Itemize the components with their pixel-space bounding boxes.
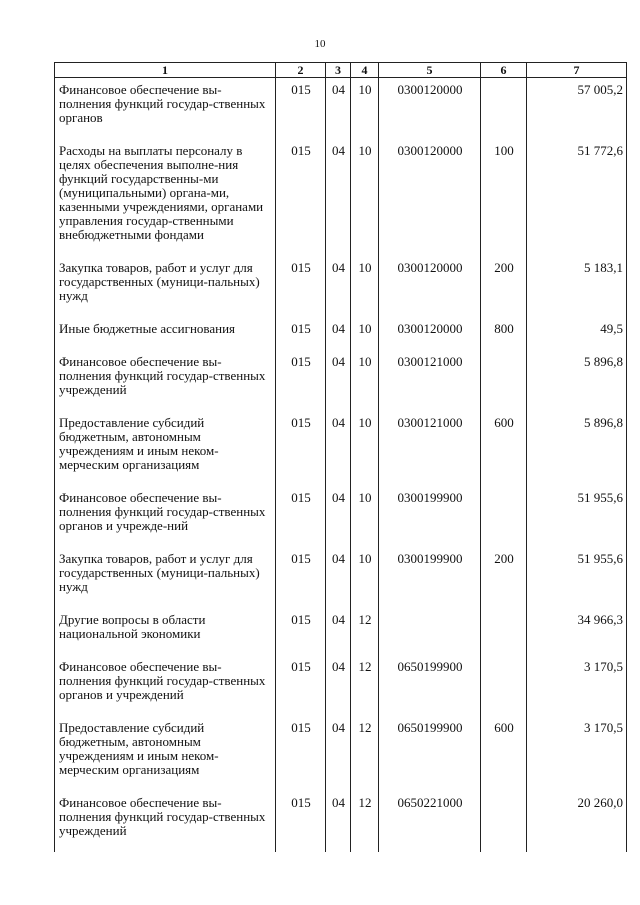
row-col-2: 015 bbox=[276, 139, 326, 256]
row-col-6 bbox=[481, 655, 527, 716]
header-row bbox=[55, 63, 627, 78]
row-col-2: 015 bbox=[276, 350, 326, 411]
row-col-5: 0650199900 bbox=[379, 655, 481, 716]
row-col-6 bbox=[481, 486, 527, 547]
row-amount: 5 896,8 bbox=[527, 411, 627, 486]
row-col-6 bbox=[481, 791, 527, 852]
header-col-5: 5 bbox=[379, 63, 481, 78]
row-col-2: 015 bbox=[276, 716, 326, 791]
row-amount: 51 955,6 bbox=[527, 486, 627, 547]
row-amount: 3 170,5 bbox=[527, 655, 627, 716]
row-col-4: 10 bbox=[351, 411, 379, 486]
row-col-6: 200 bbox=[481, 256, 527, 317]
row-col-2: 015 bbox=[276, 317, 326, 350]
table-row bbox=[55, 139, 627, 256]
row-col-6 bbox=[481, 608, 527, 655]
row-col-5 bbox=[379, 608, 481, 655]
row-col-2: 015 bbox=[276, 655, 326, 716]
row-col-3: 04 bbox=[326, 791, 351, 852]
row-col-3: 04 bbox=[326, 78, 351, 140]
row-col-3: 04 bbox=[326, 608, 351, 655]
row-amount: 51 955,6 bbox=[527, 547, 627, 608]
table-row bbox=[55, 716, 627, 791]
row-col-3: 04 bbox=[326, 139, 351, 256]
row-name: Расходы на выплаты персоналу в целях обеспечения выполне-ния функций государственны-ми (муниципальными) органа-ми, казенными учреждениями, органами управления государ-ственными внебюджетными фондами bbox=[55, 139, 276, 256]
row-col-5: 0300120000 bbox=[379, 78, 481, 140]
table-row bbox=[55, 486, 627, 547]
row-col-6 bbox=[481, 350, 527, 411]
row-col-2: 015 bbox=[276, 486, 326, 547]
row-col-4: 12 bbox=[351, 716, 379, 791]
row-col-2: 015 bbox=[276, 791, 326, 852]
table-row bbox=[55, 608, 627, 655]
row-col-4: 12 bbox=[351, 791, 379, 852]
table-row bbox=[55, 547, 627, 608]
row-amount: 49,5 bbox=[527, 317, 627, 350]
page-number: 10 bbox=[314, 38, 326, 50]
row-col-3: 04 bbox=[326, 411, 351, 486]
row-col-6: 600 bbox=[481, 716, 527, 791]
row-col-3: 04 bbox=[326, 350, 351, 411]
row-col-4: 10 bbox=[351, 317, 379, 350]
row-col-2: 015 bbox=[276, 608, 326, 655]
row-col-5: 0650221000 bbox=[379, 791, 481, 852]
row-col-5: 0650199900 bbox=[379, 716, 481, 791]
row-col-4: 10 bbox=[351, 256, 379, 317]
budget-table bbox=[54, 62, 627, 852]
row-col-3: 04 bbox=[326, 486, 351, 547]
row-col-4: 12 bbox=[351, 608, 379, 655]
row-col-6: 100 bbox=[481, 139, 527, 256]
table-row bbox=[55, 411, 627, 486]
row-name: Финансовое обеспечение вы-полнения функций государ-ственных органов bbox=[55, 78, 276, 140]
header-col-1: 1 bbox=[55, 63, 276, 78]
table-row bbox=[55, 655, 627, 716]
row-name: Иные бюджетные ассигнования bbox=[55, 317, 276, 350]
row-col-6 bbox=[481, 78, 527, 140]
row-name: Другие вопросы в области национальной экономики bbox=[55, 608, 276, 655]
row-col-2: 015 bbox=[276, 78, 326, 140]
row-col-4: 10 bbox=[351, 139, 379, 256]
row-col-4: 12 bbox=[351, 655, 379, 716]
row-col-3: 04 bbox=[326, 547, 351, 608]
row-col-5: 0300120000 bbox=[379, 256, 481, 317]
row-col-3: 04 bbox=[326, 256, 351, 317]
row-name: Закупка товаров, работ и услуг для государственных (муници-пальных) нужд bbox=[55, 547, 276, 608]
row-amount: 3 170,5 bbox=[527, 716, 627, 791]
row-col-6: 800 bbox=[481, 317, 527, 350]
row-name: Финансовое обеспечение вы-полнения функций государ-ственных органов и учрежде-ний bbox=[55, 486, 276, 547]
table-row bbox=[55, 350, 627, 411]
row-col-4: 10 bbox=[351, 350, 379, 411]
row-name: Предоставление субсидий бюджетным, автономным учреждениям и иным неком-мерческим организациям bbox=[55, 411, 276, 486]
row-name: Финансовое обеспечение вы-полнения функций государ-ственных органов и учреждений bbox=[55, 655, 276, 716]
header-col-7: 7 bbox=[527, 63, 627, 78]
row-col-3: 04 bbox=[326, 716, 351, 791]
row-col-3: 04 bbox=[326, 655, 351, 716]
table-row bbox=[55, 256, 627, 317]
row-col-6: 200 bbox=[481, 547, 527, 608]
row-col-2: 015 bbox=[276, 256, 326, 317]
row-col-5: 0300199900 bbox=[379, 486, 481, 547]
table-row bbox=[55, 78, 627, 140]
row-amount: 57 005,2 bbox=[527, 78, 627, 140]
header-col-4: 4 bbox=[351, 63, 379, 78]
row-name: Финансовое обеспечение вы-полнения функций государ-ственных учреждений bbox=[55, 791, 276, 852]
row-col-4: 10 bbox=[351, 547, 379, 608]
row-amount: 5 183,1 bbox=[527, 256, 627, 317]
row-amount: 51 772,6 bbox=[527, 139, 627, 256]
row-name: Предоставление субсидий бюджетным, автономным учреждениям и иным неком-мерческим организациям bbox=[55, 716, 276, 791]
header-col-2: 2 bbox=[276, 63, 326, 78]
table-row bbox=[55, 317, 627, 350]
row-amount: 20 260,0 bbox=[527, 791, 627, 852]
row-col-6: 600 bbox=[481, 411, 527, 486]
header-col-3: 3 bbox=[326, 63, 351, 78]
row-col-2: 015 bbox=[276, 547, 326, 608]
row-amount: 5 896,8 bbox=[527, 350, 627, 411]
row-col-4: 10 bbox=[351, 486, 379, 547]
table-row bbox=[55, 791, 627, 852]
row-col-5: 0300120000 bbox=[379, 139, 481, 256]
row-col-3: 04 bbox=[326, 317, 351, 350]
row-col-4: 10 bbox=[351, 78, 379, 140]
header-col-6: 6 bbox=[481, 63, 527, 78]
row-col-5: 0300120000 bbox=[379, 317, 481, 350]
row-col-5: 0300121000 bbox=[379, 350, 481, 411]
row-col-2: 015 bbox=[276, 411, 326, 486]
row-name: Финансовое обеспечение вы-полнения функций государ-ственных учреждений bbox=[55, 350, 276, 411]
row-name: Закупка товаров, работ и услуг для государственных (муници-пальных) нужд bbox=[55, 256, 276, 317]
row-col-5: 0300199900 bbox=[379, 547, 481, 608]
row-col-5: 0300121000 bbox=[379, 411, 481, 486]
row-amount: 34 966,3 bbox=[527, 608, 627, 655]
